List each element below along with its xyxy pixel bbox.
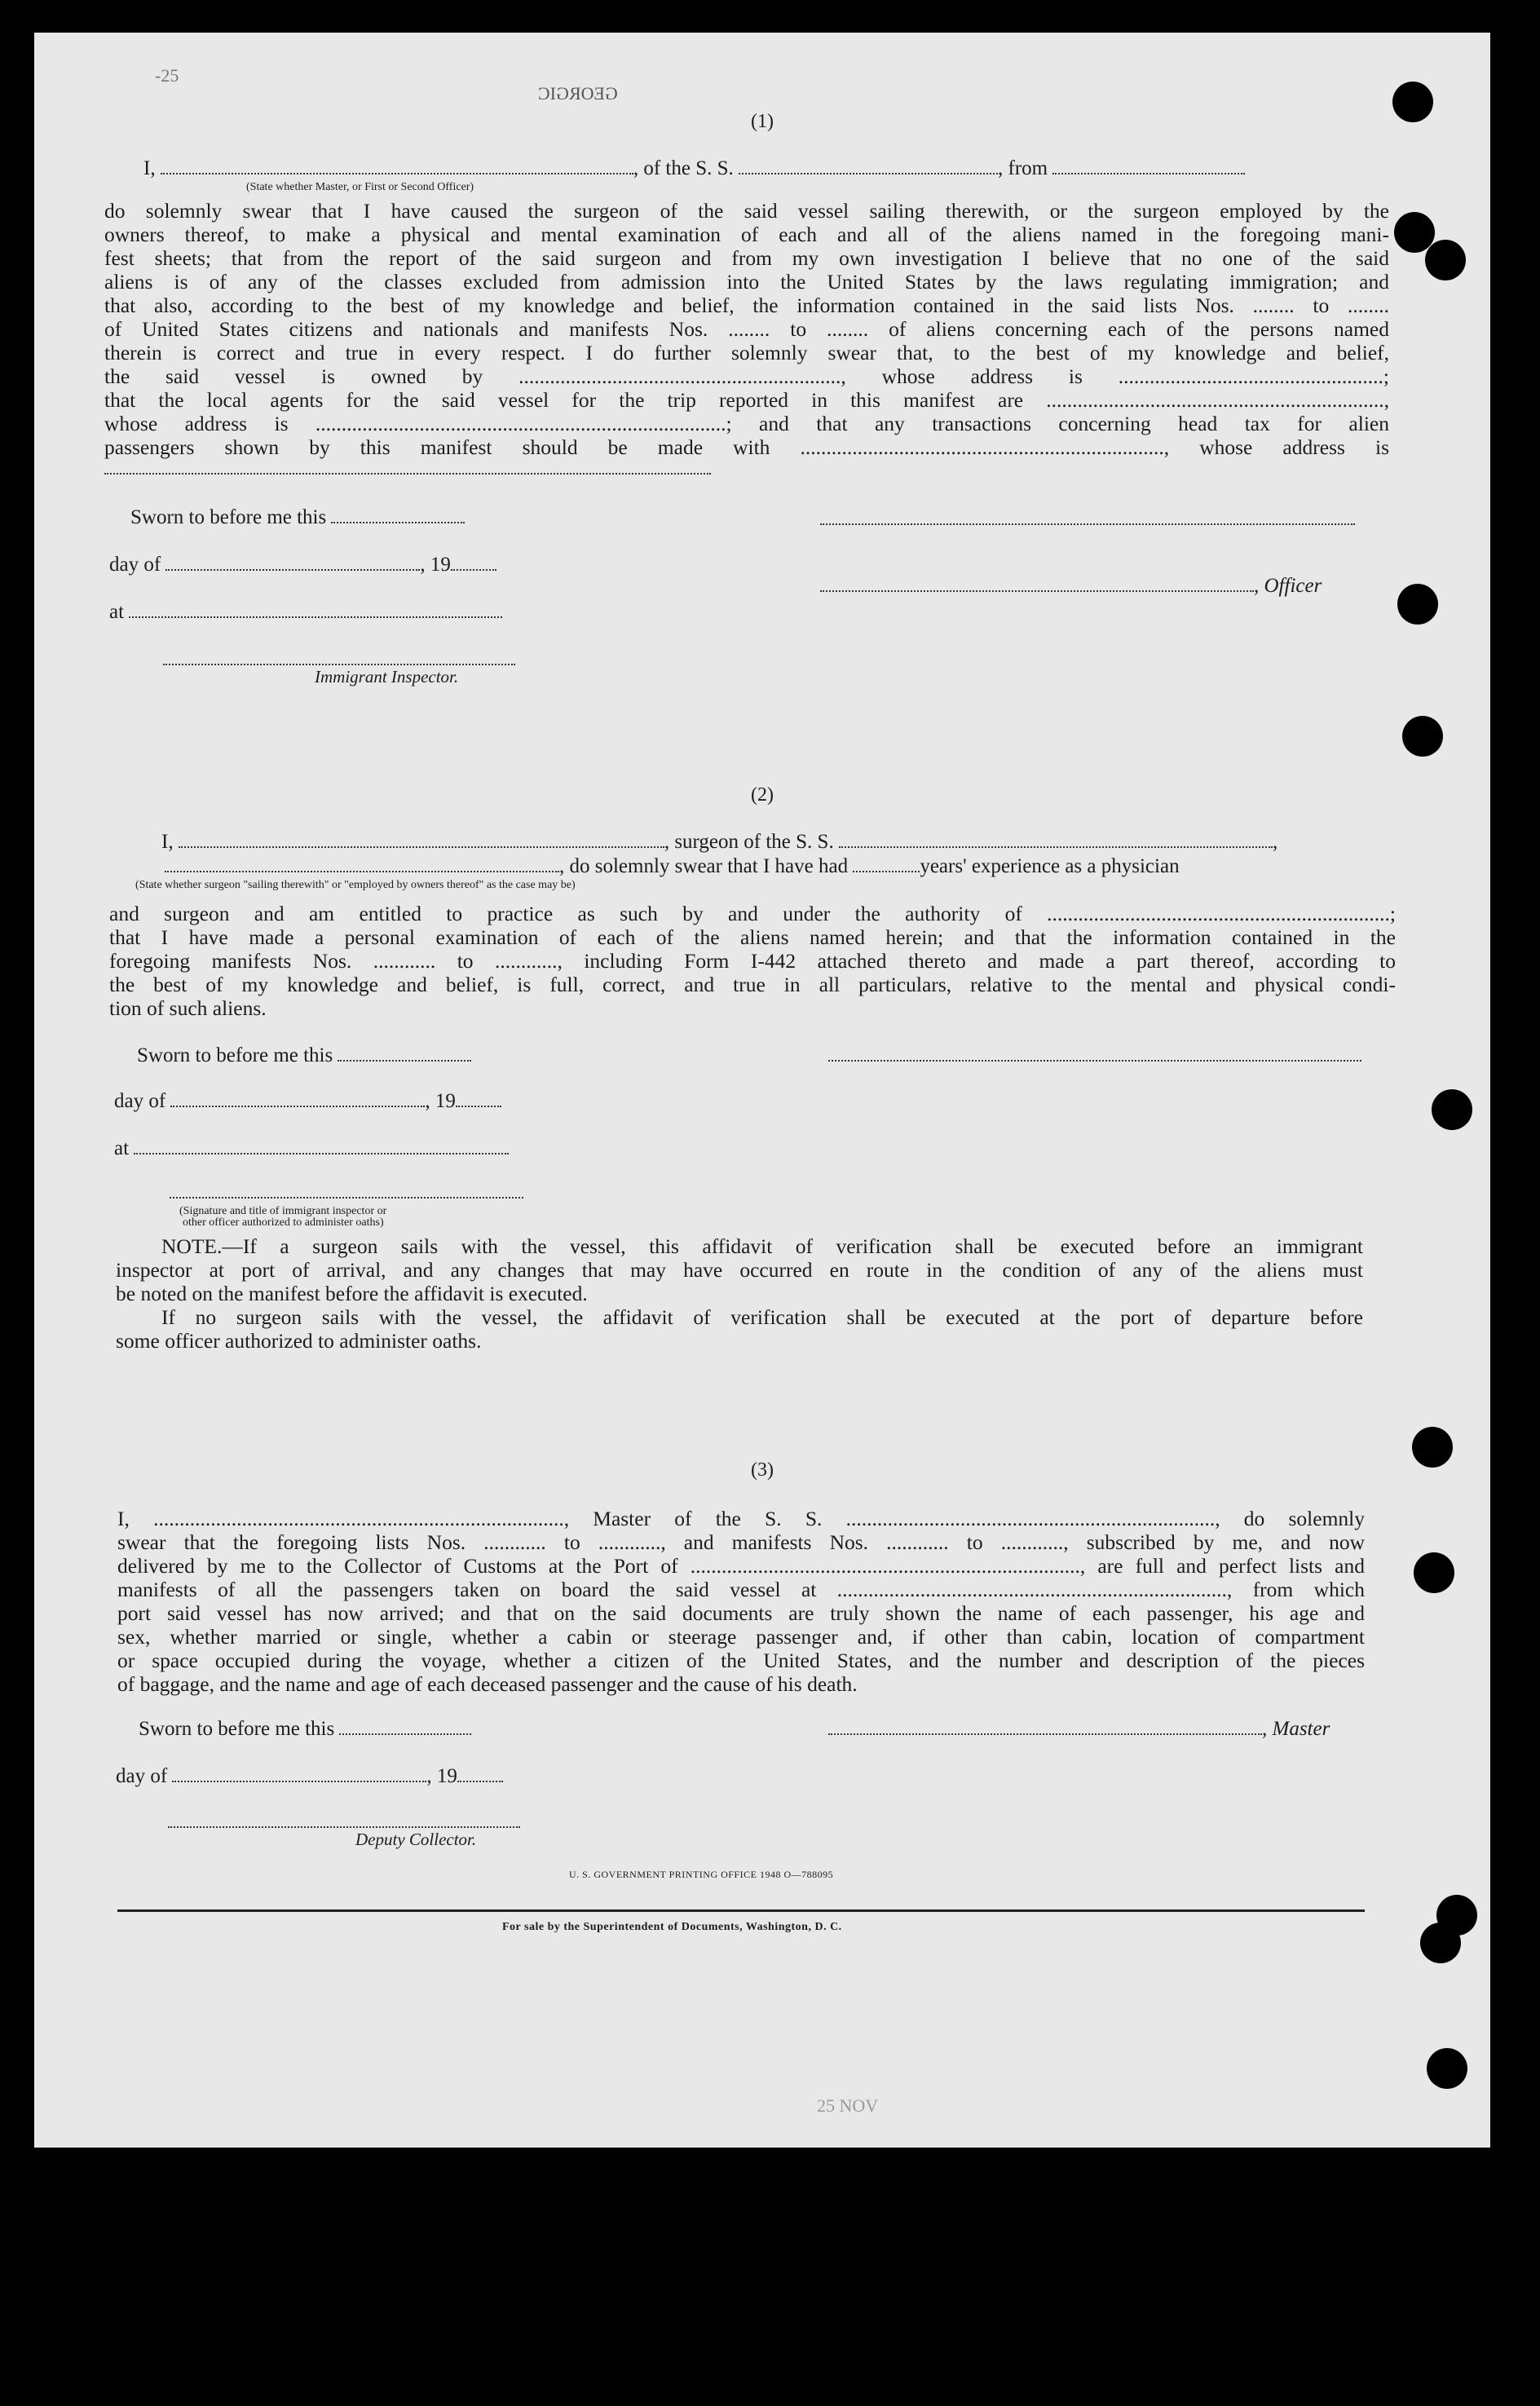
section-3-master: , Master xyxy=(828,1717,1330,1741)
section-1-line: aliens is of any of the classes excluded from admission into the United States by the laws regulating immigration; and xyxy=(104,270,1389,294)
surgeon-caption: (State whether surgeon "sailing therewith" or "employed by owners thereof" as the case may be) xyxy=(135,879,576,891)
note-line: be noted on the manifest before the affidavit is executed. xyxy=(116,1282,588,1305)
master-caption: (State whether Master, or First or Second Officer) xyxy=(246,181,474,193)
punch-hole xyxy=(1427,2048,1467,2089)
section-1-line: owners thereof, to make a physical and mental examination of each and all of the aliens named in the foregoing mani- xyxy=(104,223,1389,246)
bottom-stamp: 25 NOV xyxy=(817,2095,879,2116)
section-1-line: do solemnly swear that I have caused the surgeon of the said vessel sailing therewith, or the surgeon employed by the xyxy=(104,199,1389,223)
corner-mark: -25 xyxy=(155,65,179,86)
section-3-line: port said vessel has now arrived; and that on the said documents are truly shown the name of each passenger, his age and xyxy=(117,1601,1365,1625)
footer-rule xyxy=(117,1909,1365,1912)
section-1-line: of United States citizens and nationals and manifests Nos. ........ to ........ of aliens concerning each of the persons named xyxy=(104,317,1389,341)
mirror-stamp: GEORGIC xyxy=(538,83,618,104)
section-1-line: passengers shown by this manifest should be made with ......................................................................, whose address is xyxy=(104,435,1389,459)
section-1-from: , from xyxy=(998,157,1048,179)
punch-hole xyxy=(1432,1089,1472,1130)
section-2-number: (2) xyxy=(751,784,774,806)
section-2-inspector-line xyxy=(170,1195,523,1199)
immigrant-inspector-label: Immigrant Inspector. xyxy=(315,667,459,686)
section-3-line: or space occupied during the voyage, whether a citizen of the United States, and the number and description of the pieces xyxy=(117,1649,1365,1672)
address-line xyxy=(104,471,711,475)
section-1-line: the said vessel is owned by .............................................................., whose address is ...................................................; xyxy=(104,364,1389,388)
section-2-second-line: , do solemnly swear that I have had years' experience as a physician xyxy=(165,854,1180,878)
section-3-sworn: Sworn to before me this xyxy=(139,1717,471,1741)
section-1-line: fest sheets; that from the report of the said surgeon and from my own investigation I believe that no one of the said xyxy=(104,246,1389,270)
section-3-number: (3) xyxy=(751,1459,774,1481)
section-1-line: whose address is ...............................................................................; and that any transactions concerning head tax for alien xyxy=(104,412,1389,435)
section-1-line: that also, according to the best of my knowledge and belief, the information contained in the said lists Nos. ........ to ........ xyxy=(104,294,1389,317)
section-2-line: the best of my knowledge and belief, is full, correct, and true in all particulars, relative to the mental and physical condi- xyxy=(109,973,1396,996)
section-2-at: at xyxy=(114,1137,509,1160)
inspector-signature-line xyxy=(163,662,515,665)
section-1-line: therein is correct and true in every respect. I do further solemnly swear that, to the best of my knowledge and belief, xyxy=(104,341,1389,364)
printing-office-imprint: U. S. GOVERNMENT PRINTING OFFICE 1948 O—788095 xyxy=(569,1869,834,1880)
section-1-of-ss: , of the S. S. xyxy=(633,157,734,179)
section-2-line: tion of such aliens. xyxy=(109,996,267,1020)
for-sale-notice: For sale by the Superintendent of Documents, Washington, D. C. xyxy=(502,1921,842,1933)
section-1-at: at xyxy=(109,600,502,624)
section-1-sworn: Sworn to before me this xyxy=(130,505,465,529)
section-3-line: sex, whether married or single, whether a cabin or steerage passenger and, if other than cabin, location of compartment xyxy=(117,1625,1365,1649)
section-2-sworn: Sworn to before me this xyxy=(137,1044,471,1067)
section-1-day-of: day of , 19 xyxy=(109,553,496,576)
section-2-line: and surgeon and am entitled to practice as such by and under the authority of ..................................................................; xyxy=(109,902,1396,925)
punch-hole xyxy=(1425,240,1466,280)
section-3-line: of baggage, and the name and age of each deceased passenger and the cause of his death. xyxy=(117,1672,858,1696)
section-3-line: delivered by me to the Collector of Customs at the Port of ..........................................................................., are full and perfect lists and xyxy=(117,1554,1365,1578)
section-1-number: (1) xyxy=(751,111,774,132)
section-2-line: foregoing manifests Nos. ............ to ............, including Form I-442 attached thereto and made a part thereof, according to xyxy=(109,949,1396,973)
punch-hole xyxy=(1402,716,1443,757)
section-2-day-of: day of , 19 xyxy=(114,1089,501,1113)
section-2-first-line: I, , surgeon of the S. S. , xyxy=(161,831,1278,853)
punch-hole xyxy=(1397,584,1438,625)
section-1-officer: , Officer xyxy=(820,574,1322,598)
section-3-day-of: day of , 19 xyxy=(116,1764,503,1788)
section-1-signature-line xyxy=(820,522,1355,525)
note-line: If no surgeon sails with the vessel, the affidavit of verification shall be executed at the port of departure before xyxy=(161,1305,1363,1329)
signature-caption: other officer authorized to administer oaths) xyxy=(183,1216,384,1229)
section-3-line: manifests of all the passengers taken on board the said vessel at ..........................................................................., from which xyxy=(117,1578,1365,1601)
section-3-line: I, ..............................................................................., Master of the S. S. ......................................................................., do solemnly xyxy=(117,1507,1365,1530)
signature-caption: (Signature and title of immigrant inspector or xyxy=(179,1205,387,1217)
note-line: some officer authorized to administer oaths. xyxy=(116,1329,482,1353)
section-2-line: that I have made a personal examination of each of the aliens named herein; and that the information contained in the xyxy=(109,925,1396,949)
punch-hole xyxy=(1420,1923,1461,1963)
section-2-signature-line xyxy=(828,1058,1361,1062)
punch-hole xyxy=(1414,1552,1454,1593)
section-3-line: swear that the foregoing lists Nos. ............ to ............, and manifests Nos. ............ to ............, subscribed by me, and now xyxy=(117,1530,1365,1554)
section-1-I: I, xyxy=(143,157,156,179)
section-1-first-line xyxy=(143,157,1245,180)
collector-signature-line xyxy=(168,1825,520,1828)
note-line: inspector at port of arrival, and any changes that may have occurred en route in the condition of any of the aliens must xyxy=(116,1258,1363,1282)
note-line: NOTE.—If a surgeon sails with the vessel, this affidavit of verification shall be executed before an immigrant xyxy=(161,1234,1363,1258)
section-1-line: that the local agents for the said vessel for the trip reported in this manifest are ................................................................., xyxy=(104,388,1389,412)
deputy-collector-label: Deputy Collector. xyxy=(355,1830,477,1849)
form-page xyxy=(34,33,1490,2148)
